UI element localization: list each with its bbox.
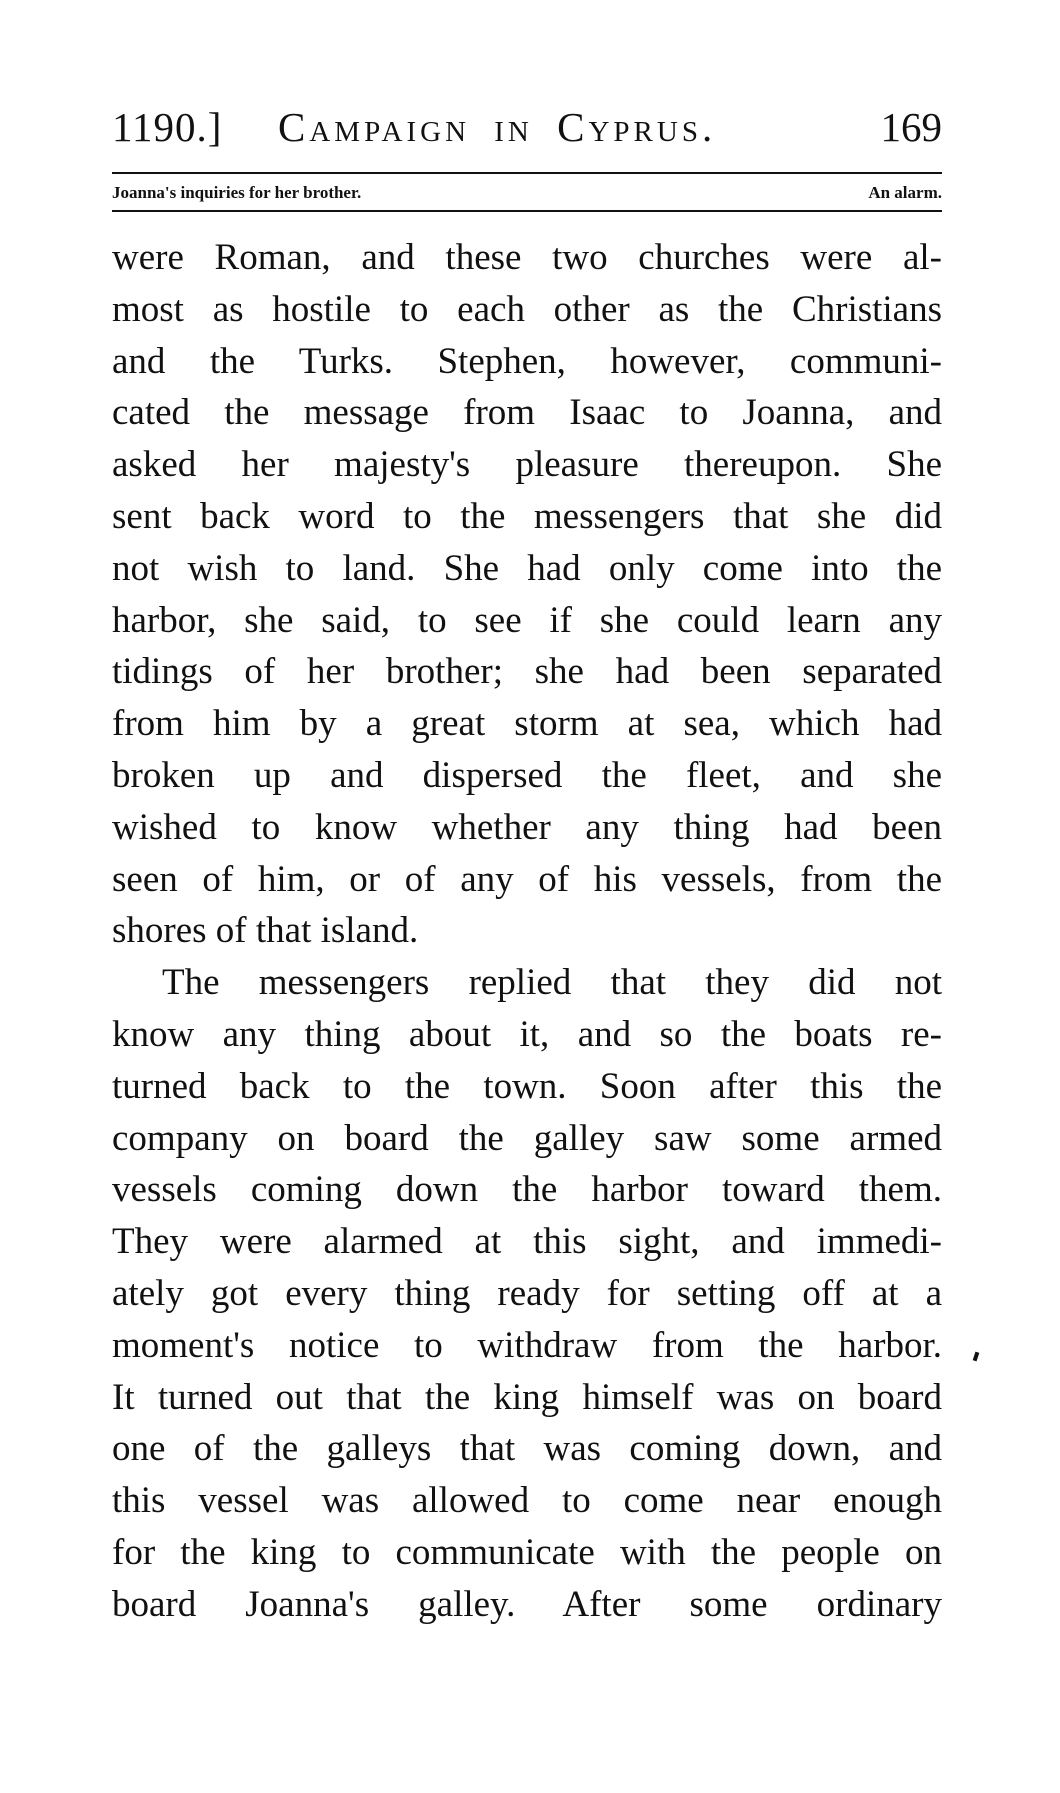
text-line: The messengers replied that they did not (162, 962, 942, 1004)
subhead-left: Joanna's inquiries for her brother. (112, 183, 362, 202)
text-line: turned back to the town. Soon after this the (112, 1065, 942, 1107)
running-head-year: 1190.] (112, 104, 223, 150)
subhead (112, 181, 942, 205)
text-line: not wish to land. She had only come into the (112, 547, 942, 589)
text-line: company on board the galley saw some armed (112, 1117, 942, 1159)
text-line: harbor, she said, to see if she could learn any (112, 599, 942, 641)
text-line: this vessel was allowed to come near enough (112, 1480, 942, 1522)
header-rule-bottom (112, 210, 942, 212)
text-line: moment's notice to withdraw from the harbor. (112, 1324, 942, 1366)
text-line: one of the galleys that was coming down, and (112, 1428, 942, 1470)
paragraph-2 (112, 957, 942, 1630)
text-line: broken up and dispersed the fleet, and she (112, 754, 942, 796)
text-line: seen of him, or of any of his vessels, from the (112, 858, 942, 900)
text-line: tidings of her brother; she had been separated (112, 651, 942, 693)
header-rule-top (112, 172, 942, 174)
text-line: from him by a great storm at sea, which had (112, 703, 942, 745)
running-head (112, 100, 942, 154)
text-line: most as hostile to each other as the Christians (112, 288, 942, 330)
text-line: know any thing about it, and so the boats re- (112, 1013, 942, 1055)
text-line: It turned out that the king himself was on board (112, 1376, 942, 1418)
text-line: and the Turks. Stephen, however, communi- (112, 340, 942, 382)
text-line: sent back word to the messengers that she did (112, 495, 942, 537)
body-text (112, 232, 942, 1631)
page-number: 169 (880, 104, 942, 150)
text-line: shores of that island. (112, 910, 419, 952)
paragraph-1 (112, 232, 942, 957)
text-line: for the king to communicate with the people on (112, 1531, 942, 1573)
ink-speck (973, 1352, 980, 1362)
text-line: asked her majesty's pleasure thereupon. She (112, 444, 942, 486)
subhead-right: An alarm. (868, 183, 942, 202)
text-line: They were alarmed at this sight, and immedi- (112, 1221, 942, 1263)
text-line: wished to know whether any thing had been (112, 806, 942, 848)
text-line: cated the message from Isaac to Joanna, and (112, 392, 942, 434)
text-line: were Roman, and these two churches were al- (112, 237, 942, 278)
text-line: ately got every thing ready for setting off at a (112, 1272, 942, 1314)
running-head-title: Campaign in Cyprus. (278, 104, 717, 150)
text-line: vessels coming down the harbor toward them. (112, 1169, 942, 1211)
text-line: board Joanna's galley. After some ordinary (112, 1583, 942, 1625)
